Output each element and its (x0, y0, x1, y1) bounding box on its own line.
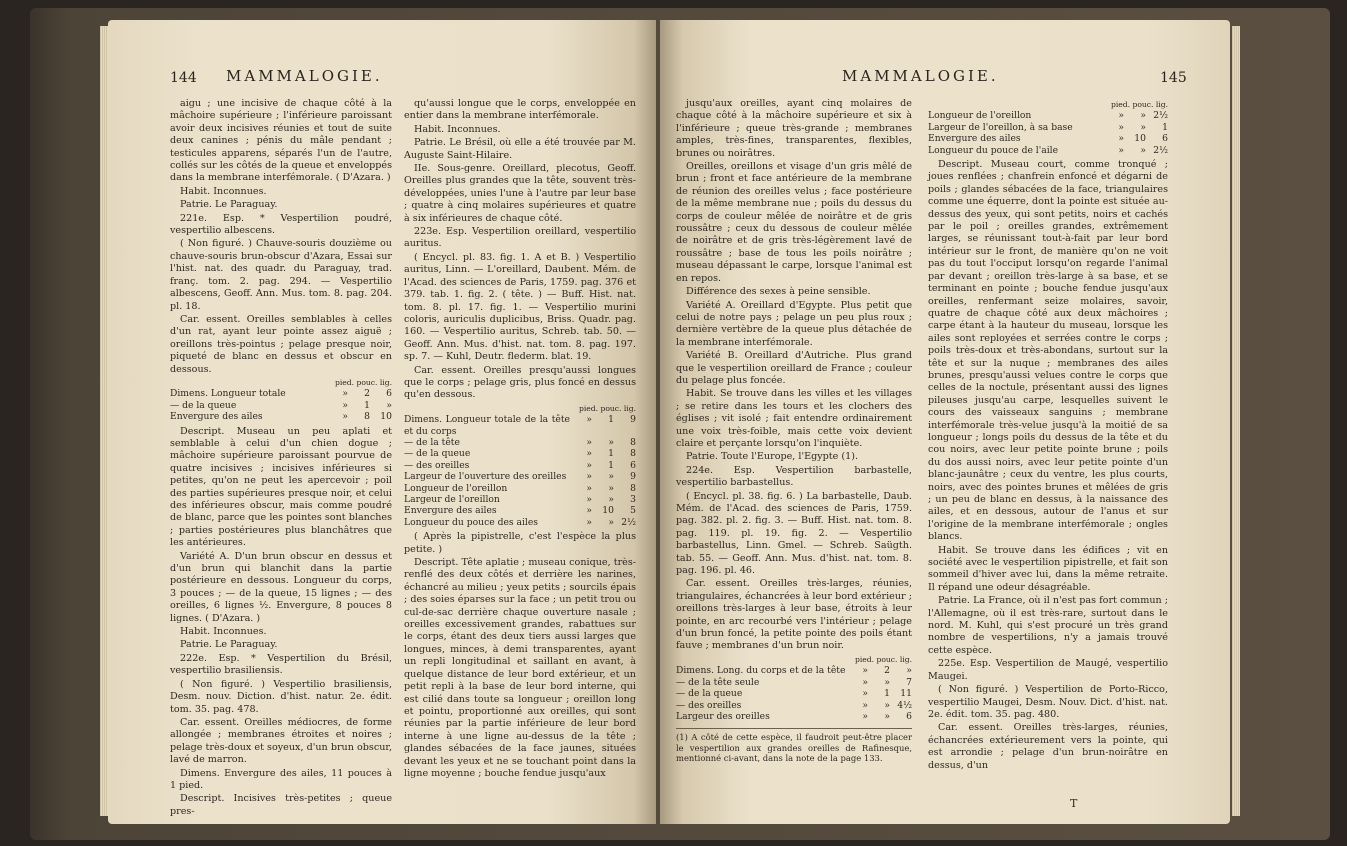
dims-header: pied. pouc. lig. (1110, 100, 1168, 109)
paragraph: Patrie. Toute l'Europe, l'Egypte (1). (686, 451, 859, 463)
dimension-row (676, 677, 912, 688)
right-col1-dimensions-table (676, 654, 912, 722)
dimension-row (404, 448, 636, 459)
dimension-row (928, 145, 1168, 156)
paragraph: Descript. Museau un peu aplati et semblable à celui d'un chien dogue ; mâchoire supérieure paroissant pourvue de quatre incisives ; incisives inférieures si petites, qu'on ne peut les apercevoir ; poil des parties supérieures presque noir, et celui des inférieures obscur, mais comme poudré de blanc, parce que les pointes sont blanches ; parties postérieures plus blanchâtres que les antérieures. (170, 425, 392, 549)
dims-header: pied. pouc. lig. (334, 377, 392, 387)
paragraph: Habit. Inconnues. (180, 185, 267, 197)
paragraph: Variété B. Oreillard d'Autriche. Plus grand que le vespertilion oreillard de France ; couleur du pelage plus foncée. (676, 350, 912, 386)
dimension-label: Envergure des ailes (928, 133, 1021, 145)
dimension-value: » (862, 699, 868, 711)
dimension-label: Longueur de l'oreillon (928, 110, 1032, 122)
dimension-value: 8 (630, 482, 636, 494)
dimension-value: » (608, 436, 614, 448)
dimension-label: Dimens. Longueur totale de la tête et du corps (404, 414, 570, 437)
left-column-2 (404, 98, 636, 781)
dimension-label: — de la queue (404, 448, 471, 460)
dimension-value: » (586, 414, 592, 426)
paragraph: Habit. Se trouve dans les villes et les villages ; se retire dans les tours et les clochers des églises ; vit isolé ; fait entendre ordinairement une voix très-foible, mais cette voix devient claire et perçante lorsqu'on l'inquiète. (676, 388, 912, 449)
dimension-value: 1 (364, 399, 370, 411)
dimension-label: Dimens. Longueur totale (170, 388, 286, 400)
paragraph: Patrie. Le Paraguay. (180, 639, 278, 651)
paragraph: ( Encycl. pl. 38. fig. 6. ) La barbastelle, Daub. Mém. de l'Acad. des sciences de Paris, 1759. pag. 382. pl. 2. fig. 3. — Buff. Hist. nat. tom. 8. pag. 119. pl. 19. fig. 2. — Vespertilio barbastellus, Linn. Gmel. — Schreb. Saügth. tab. 55. — Geoff. Ann. Mus. d'hist. nat. tom. 8. pag. 196. pl. 46. (676, 490, 912, 577)
dimension-label: — de la tête (404, 436, 460, 448)
dimension-row (676, 665, 912, 676)
dimension-value: » (586, 482, 592, 494)
dimension-label: — des oreilles (404, 459, 470, 471)
dimension-value: » (1140, 121, 1146, 133)
paragraph: Habit. Inconnues. (180, 626, 267, 638)
left-page-header: MAMMALOGIE. (226, 67, 383, 85)
signature-mark: T (1070, 797, 1078, 810)
dimension-label: — de la queue (170, 399, 237, 411)
dimension-value: » (586, 459, 592, 471)
right-page-header: MAMMALOGIE. (842, 67, 999, 85)
dimension-value: » (342, 388, 348, 400)
dimension-label: Largeur de l'oreillon (404, 494, 500, 505)
paragraph: Patrie. La France, où il n'est pas fort commun ; l'Allemagne, où il est très-rare, surtout dans le nord. M. Kuhl, qui s'est procuré un très grand nombre de vespertilions, n'y a jamais trouvé cette espèce. (928, 595, 1168, 656)
paragraph: qu'aussi longue que le corps, enveloppée en entier dans la membrane interfémorale. (404, 98, 636, 122)
dimension-row (676, 688, 912, 699)
dimension-value: » (586, 516, 592, 528)
dimension-value: 1 (884, 688, 890, 700)
paragraph: Descript. Museau court, comme tronqué ; joues renflées ; chanfrein enfoncé et dégarni de poils ; glandes sébacées de la face, triangulaires comme une équerre, dont la pointe est située au-dessus des yeux, qui sont petits, noirs et cachés par le poil ; oreilles grandes, extrêmement larges, se réunissant tout-à-fait par leur bord intérieur sur le front, de manière qu'on ne voit pas du tout l'occiput lorsqu'on regarde l'animal par devant ; oreillon très-large à sa base, et se terminant en pointe ; bouche fendue jusqu'aux oreilles, renfermant seize molaires, savoir, quatre de chaque côté aux deux mâchoires ; carpe étant à la hauteur du museau, lorsque les ailes sont reployées et serrées contre le corps ; poils très-doux et très-abondans, surtout sur la tête et sur la nuque ; membranes des ailes brunes, presqu'aussi velues contre le corps que celles de la noctule, présentant aussi des lignes pileuses jusqu'au carpe, lesquelles suivent le cours des vaisseaux sanguins ; membrane interfémorale très-velue jusqu'à la moitié de sa longueur ; longs poils du dessus de la tête et du cou noirs, avec leur petite pointe brune ; poils du dos aussi noirs, avec leur petite pointe d'un blanc-jaunâtre ; ceux du ventre, les plus courts, noirs, avec des pointes brunes et mêlées de gris ; un peu de blanc en dessus, à la naissance des ailes, et en dessous, autour de l'anus et sur l'origine de la membrane interfémorale ; ongles blancs. (928, 159, 1168, 543)
paragraph: Car. essent. Oreilles presqu'aussi longues que le corps ; pelage gris, plus foncé en dessus qu'en dessous. (404, 364, 636, 401)
dimension-value: 8 (630, 448, 636, 460)
dimension-value: » (586, 436, 592, 448)
dimension-value: » (884, 676, 890, 688)
dimension-value: 8 (364, 411, 370, 423)
dimension-value: » (586, 494, 592, 505)
right-col2-paragraphs (928, 159, 1168, 772)
dimension-label: Longueur du pouce des ailes (404, 516, 539, 528)
dimension-row (170, 388, 392, 399)
paragraph: 225e. Esp. Vespertilion de Maugé, vespertilio Maugei. (928, 658, 1168, 682)
paragraph: aigu ; une incisive de chaque côté à la mâchoire supérieure ; l'inférieure paroissant avoir deux incisives réunies et tout de suite deux canines ; pénis du mâle pendant ; testicules apparens, séparés l'un de l'autre, collés sur les côtés de la queue et enveloppés dans la membrane interfémorale. ( D'Azara. ) (170, 98, 392, 184)
right-page-number: 145 (1160, 70, 1187, 86)
dimension-value: » (1140, 144, 1146, 156)
left-col1-paragraphs-b (170, 426, 392, 819)
dimension-row (170, 400, 392, 411)
paragraph: Car. essent. Oreilles très-larges, réunies, triangulaires, échancrées à leur bord extérieur ; oreillons très-larges à leur base, étroits à leur pointe, en arc recourbé vers l'intérieur ; pelage d'un brun foncé, la petite pointe des poils étant fauve ; membranes d'un brun noir. (676, 578, 912, 652)
dimension-label: — de la tête seule (676, 676, 760, 688)
dimension-value: » (862, 676, 868, 688)
dimension-value: » (862, 688, 868, 700)
dimension-value: » (1118, 110, 1124, 122)
paragraph: 223e. Esp. Vespertilion oreillard, vespertilio auritus. (404, 226, 636, 250)
dimension-value: 7 (906, 676, 912, 688)
paragraph: Descript. Incisives très-petites ; queue pres- (170, 793, 392, 817)
dimension-value: 9 (630, 471, 636, 483)
left-page (108, 20, 656, 824)
paragraph: Dimens. Envergure des ailes, 11 pouces à 1 pied. (170, 767, 392, 791)
dimension-row (404, 460, 636, 471)
paragraph: IIe. Sous-genre. Oreillard, plecotus, Geoff. Oreilles plus grandes que la tête, souvent très-développées, unies l'une à l'autre par leur base ; quatre à cinq molaires supérieures et quatre à six inférieures de chaque côté. (404, 163, 636, 224)
dimension-row (928, 133, 1168, 144)
right-page-edge (1232, 26, 1240, 816)
right-col2-dimensions-table (928, 99, 1168, 156)
dimension-value: 1 (608, 459, 614, 471)
paragraph: Patrie. Le Brésil, où elle a été trouvée par M. Auguste Saint-Hilaire. (404, 137, 636, 161)
dimension-value: » (906, 665, 912, 677)
dimension-row (404, 437, 636, 448)
right-column-1 (676, 98, 912, 764)
dimension-value: » (386, 399, 392, 411)
dimension-value: » (342, 411, 348, 423)
dimension-row (928, 122, 1168, 133)
paragraph: 224e. Esp. Vespertilion barbastelle, vespertilio barbastellus. (676, 464, 912, 489)
paragraph: ( Après la pipistrelle, c'est l'espèce la plus petite. ) (404, 531, 636, 555)
paragraph: ( Non figuré. ) Chauve-souris douzième ou chauve-souris brun-obscur d'Azara, Essai sur l'hist. nat. des quadr. du Paraguay, trad. franç. tom. 2. pag. 294. — Vespertilio albescens, Geoff. Ann. Mus. tom. 8. pag. 204. pl. 18. (170, 238, 392, 312)
paragraph: Habit. Se trouve dans les édifices ; vit en société avec le vespertilion pipistrelle, et fait son sommeil d'hiver avec lui, dans la même retraite. Il répand une odeur désagréable. (928, 544, 1168, 593)
dimension-value: 1 (1162, 121, 1168, 133)
dimension-value: » (1118, 144, 1124, 156)
dimension-value: » (1118, 121, 1124, 133)
dimension-value: » (586, 448, 592, 460)
dimension-row (404, 517, 636, 528)
dimension-value: 2½ (1153, 144, 1168, 156)
dimension-value: » (586, 505, 592, 517)
dimension-value: 1 (608, 414, 614, 426)
left-page-edge (100, 26, 108, 816)
left-col2-dimensions-table (404, 403, 636, 528)
dims-header: pied. pouc. lig. (854, 654, 912, 664)
dimension-value: 10 (1134, 133, 1146, 145)
dimension-value: 2½ (621, 516, 636, 528)
dimension-value: 2½ (1153, 110, 1168, 122)
dimension-row (170, 411, 392, 422)
dimension-value: » (862, 710, 868, 722)
left-page-number: 144 (170, 70, 197, 86)
dimension-label: — de la queue (676, 688, 743, 700)
dimension-row (404, 414, 636, 437)
dimension-value: 3 (630, 494, 636, 505)
paragraph: Car. essent. Oreilles semblables à celles d'un rat, ayant leur pointe assez aiguë ; oreillons très-pointus ; pelage presque noir, piqueté de blanc en dessus et obscur en dessous. (170, 313, 392, 375)
dimension-value: 6 (906, 710, 912, 722)
dimension-value: » (1118, 133, 1124, 145)
right-col1-paragraphs (676, 98, 912, 653)
dimension-value: » (1140, 110, 1146, 122)
dimension-row (928, 110, 1168, 121)
dims-header: pied. pouc. lig. (578, 403, 636, 413)
paragraph: Habit. Inconnues. (414, 123, 501, 135)
dimension-value: 8 (630, 436, 636, 448)
dimension-row (404, 494, 636, 505)
dimension-row (676, 711, 912, 722)
left-column-1 (170, 98, 392, 819)
dimension-value: 1 (608, 448, 614, 460)
paragraph: Descript. Tête aplatie ; museau conique, très-renflé des deux côtés et derrière les narines, échancré au milieu ; yeux petits ; sourcils épais ; des soies éparses sur la face ; un petit trou ou cul-de-sac derrière chaque ouverture nasale ; oreilles excessivement grandes, rabattues sur le corps, étant des deux tiers aussi larges que longues, minces, à demi transparentes, ayant un repli longitudinal et saillant en avant, à quelque distance de leur bord extérieur, et un petit repli à la base de leur bord interne, qui est cilié dans toute sa longueur ; oreillon long et pointu, proportionné aux oreilles, qui sont réunies par la partie inférieure de leur bord interne à une ligne au-dessus de la tête ; glandes sébacées de la face jaunes, situées devant les yeux et ne se touchant point dans la ligne moyenne ; bouche fendue jusqu'aux (404, 557, 636, 779)
dimension-label: Longueur du pouce de l'aile (928, 144, 1059, 156)
left-col2-paragraphs-b (404, 531, 636, 780)
paragraph: Variété A. D'un brun obscur en dessus et d'un brun qui blanchit dans la partie postérieure en dessous. Longueur du corps, 3 pouces ; — de la queue, 15 lignes ; — des oreilles, 6 lignes ½. Envergure, 8 pouces 8 lignes. ( D'Azara. ) (170, 550, 392, 624)
dimension-label: Largeur de l'ouverture des oreilles (404, 471, 567, 483)
paragraph: 222e. Esp. * Vespertilion du Brésil, vespertilio brasiliensis. (170, 652, 392, 677)
dimension-value: 6 (630, 459, 636, 471)
dimension-value: 4½ (897, 699, 912, 711)
dimension-value: » (884, 710, 890, 722)
dimension-row (404, 483, 636, 494)
paragraph: jusqu'aux oreilles, ayant cinq molaires de chaque côté à la mâchoire supérieure et six à l'inférieure ; queue très-grande ; membranes amples, très-fines, transparentes, flexibles, brunes ou noirâtres. (676, 98, 912, 159)
dimension-row (676, 700, 912, 711)
dimension-value: » (586, 471, 592, 483)
dimension-value: 11 (900, 688, 912, 700)
dimension-value: » (884, 699, 890, 711)
dimension-label: Envergure des ailes (404, 505, 497, 517)
paragraph: 221e. Esp. * Vespertilion poudré, vespertilio albescens. (170, 212, 392, 237)
dimension-label: Envergure des ailes (170, 411, 263, 423)
paragraph: Car. essent. Oreilles très-larges, réunies, échancrées extérieurement vers la pointe, qui est arrondie ; pelage d'un brun-noirâtre en dessus, d'un (928, 722, 1168, 771)
dimension-value: 2 (884, 665, 890, 677)
dimension-value: 5 (630, 505, 636, 517)
paragraph: ( Non figuré. ) Vespertilion de Porto-Ricco, vespertilio Maugei, Desm. Nouv. Dict. d'hist. nat. 2e. édit. tom. 35. pag. 480. (928, 684, 1168, 720)
dimension-value: 6 (386, 388, 392, 400)
dimension-value: » (342, 399, 348, 411)
paragraph: Oreilles, oreillons et visage d'un gris mêlé de brun ; front et face antérieure de la membrane de réunion des oreilles velus ; face postérieure de la même membrane nue ; poils du dessus du corps de couleur mêlée de noirâtre et de gris roussâtre ; ceux du dessous de couleur mêlée de noirâtre et de gris très-légèrement lavé de roussâtre ; base de tous les poils noirâtre ; museau dépassant le carpe, lorsque l'animal est en repos. (676, 161, 912, 284)
paragraph: Car. essent. Oreilles médiocres, de forme allongée ; membranes étroites et noires ; pelage très-doux et soyeux, d'un brun obscur, lavé de marron. (170, 716, 392, 766)
dimension-row (404, 471, 636, 482)
dimension-value: » (608, 494, 614, 505)
dimension-label: Longueur de l'oreillon (404, 482, 508, 494)
paragraph: Différence des sexes à peine sensible. (686, 286, 871, 298)
dimension-value: 10 (380, 411, 392, 423)
footnote: (1) A côté de cette espèce, il faudroit peut-être placer le vespertilion aux grandes oreilles de Rafinesque, mentionné ci-avant, dans la note de la page 133. (676, 728, 912, 763)
left-col2-paragraphs (404, 98, 636, 402)
dimension-label: Largeur de l'oreillon, à sa base (928, 121, 1073, 133)
dimension-value: 6 (1162, 133, 1168, 145)
dimension-value: » (862, 665, 868, 677)
dimension-value: 10 (602, 505, 614, 517)
left-col1-dimensions-table (170, 377, 392, 423)
left-col1-paragraphs (170, 98, 392, 376)
dimension-value: » (608, 482, 614, 494)
right-column-2 (928, 98, 1168, 773)
paragraph: ( Encycl. pl. 83. fig. 1. A et B. ) Vespertilio auritus, Linn. — L'oreillard, Daubent. Mém. de l'Acad. des sciences de Paris, 1759. pag. 376 et 379. tab. 1. fig. 2. ( tête. ) — Buff. Hist. nat. tom. 8. pl. 17. fig. 1. — Vespertilio murini coloris, auriculis duplicibus, Briss. Quadr. pag. 160. — Vespertilio auritus, Schreb. tab. 50. — Geoff. Ann. Mus. d'hist. nat. tom. 8. pag. 197. sp. 7. — Kuhl, Deutr. flederm. blat. 19. (404, 251, 636, 363)
dimension-value: » (608, 471, 614, 483)
dimension-label: Dimens. Long. du corps et de la tête (676, 665, 846, 677)
dimension-row (404, 505, 636, 516)
dimension-label: Largeur des oreilles (676, 710, 770, 722)
paragraph: ( Non figuré. ) Vespertilio brasiliensis, Desm. nouv. Diction. d'hist. natur. 2e. édit. tom. 35. pag. 478. (170, 678, 392, 715)
paragraph: Patrie. Le Paraguay. (180, 199, 278, 211)
dimension-value: » (608, 516, 614, 528)
right-page (660, 20, 1230, 824)
dimension-label: — des oreilles (676, 699, 742, 711)
dimension-value: 2 (364, 388, 370, 400)
dimension-value: 9 (630, 414, 636, 426)
paragraph: Variété A. Oreillard d'Egypte. Plus petit que celui de notre pays ; pelage un peu plus roux ; dernière vertèbre de la queue plus détachée de la membrane interfémorale. (676, 299, 912, 348)
